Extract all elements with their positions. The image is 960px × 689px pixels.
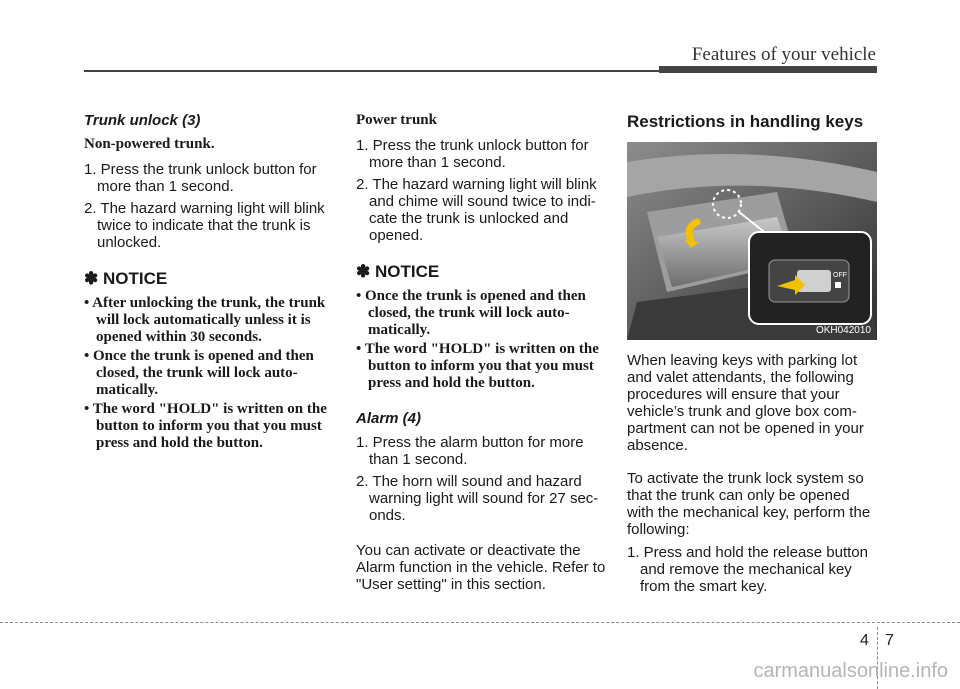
paragraph: To activate the trunk lock system so that the trunk can only be opened with the mechanical key, perform the following: bbox=[627, 470, 871, 538]
notice-item: • The word "HOLD" is written on the button to inform you that you must press and hold the button. bbox=[356, 341, 599, 391]
trunk-unlock-heading: Trunk unlock (3) bbox=[84, 112, 201, 129]
column-1 bbox=[84, 112, 334, 454]
section-number: 4 bbox=[860, 632, 869, 649]
notice-item: • The word "HOLD" is written on the button to inform you that you must press and hold the button. bbox=[84, 401, 327, 451]
alarm-heading: Alarm (4) bbox=[356, 410, 422, 427]
notice-item: • Once the trunk is opened and then closed, the trunk will lock auto-matically. bbox=[356, 288, 586, 338]
column-3 bbox=[627, 112, 877, 600]
notice-item: • Once the trunk is opened and then closed, the trunk will lock auto-matically. bbox=[84, 348, 314, 398]
header-title: Features of your vehicle bbox=[691, 44, 876, 65]
glove-box-figure bbox=[627, 142, 877, 340]
notice-heading: ✽ NOTICE bbox=[84, 269, 168, 288]
step-item: 1. Press the trunk unlock button for more than 1 second. bbox=[84, 161, 317, 195]
step-item: 1. Press the trunk unlock button for more than 1 second. bbox=[356, 137, 589, 171]
step-item: 2. The horn will sound and hazard warning light will sound for 27 sec-onds. bbox=[356, 473, 599, 524]
power-trunk-subheading: Power trunk bbox=[356, 112, 437, 128]
off-label: OFF bbox=[833, 272, 847, 279]
footer-rule bbox=[0, 622, 960, 623]
header-rule-accent bbox=[659, 66, 877, 73]
page-number: 7 bbox=[885, 632, 894, 649]
step-item: 2. The hazard warning light will blink and chime will sound twice to indi-cate the trunk is unlocked and opened. bbox=[356, 176, 597, 244]
column-2 bbox=[356, 112, 606, 609]
header-rule bbox=[84, 70, 660, 72]
notice-item: • After unlocking the trunk, the trunk will lock automatically unless it is opened within 30 seconds. bbox=[84, 295, 326, 345]
step-item: 1. Press the alarm button for more than 1 second. bbox=[356, 434, 584, 468]
alarm-paragraph: You can activate or deactivate the Alarm function in the vehicle. Refer to "User setting" in this section. bbox=[356, 542, 606, 593]
notice-heading: ✽ NOTICE bbox=[356, 262, 440, 281]
step-item: 2. The hazard warning light will blink twice to indicate that the trunk is unlocked. bbox=[84, 200, 325, 251]
paragraph: When leaving keys with parking lot and valet attendants, the following procedures will ensure that your vehicle’s trunk and glove box com-partment can not be opened in your absence. bbox=[627, 352, 864, 454]
glove-box-illustration bbox=[627, 142, 877, 340]
figure-code: OKH042010 bbox=[815, 325, 871, 336]
non-powered-trunk-subheading: Non-powered trunk. bbox=[84, 136, 215, 152]
step-item: 1. Press and hold the release button and remove the mechanical key from the smart key. bbox=[627, 544, 868, 595]
restrictions-heading: Restrictions in handling keys bbox=[627, 112, 864, 131]
watermark: carmanualsonline.info bbox=[753, 660, 948, 682]
